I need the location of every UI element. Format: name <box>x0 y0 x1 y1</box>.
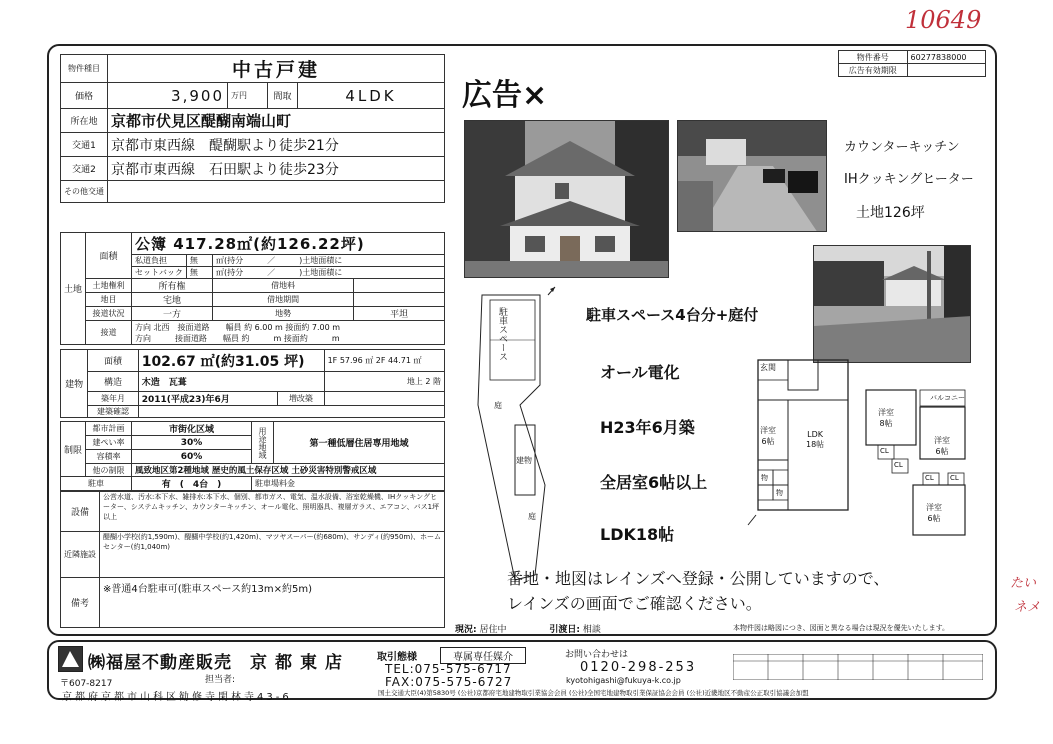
trade-label: 取引態様 <box>377 652 417 663</box>
ad-label: 広告× <box>462 78 548 113</box>
trade-value: 専属専任媒介 <box>440 647 526 664</box>
lease-period-label: 借地期間 <box>212 293 353 307</box>
building-area-value: 102.67 ㎡(約31.05 坪) <box>138 350 324 372</box>
ad-valid-label: 広告有効期限 <box>839 64 908 77</box>
facilities-label: 設備 <box>61 492 100 532</box>
land-section-label: 土地 <box>61 233 86 345</box>
remarks-label: 備考 <box>61 578 100 628</box>
other-restrict-value: 風致地区第2種地域 歴史的風土保存区域 土砂災害特別警戒区域 <box>132 464 445 477</box>
land-right-value: 所有権 <box>132 279 213 293</box>
tel-value: 075-575-6717 <box>414 662 512 676</box>
structure-value: 木造 瓦葺 <box>138 372 324 392</box>
nearby-value: 醍醐小学校(約1,590m)、醍醐中学校(約1,420m)、マツヤスーパー(約680m)、サンディ(約950m)、ホームセンター(約1,040m) <box>100 532 445 578</box>
highlight-ldk: LDK18帖 <box>600 525 675 544</box>
handover-label: 引渡日: <box>549 625 580 635</box>
closet-label-1: CL <box>880 447 889 455</box>
property-no-label: 物件番号 <box>839 51 908 64</box>
license-line: 国土交通大臣(4)第5830号 (公社)京都府宅地建物取引業協会会員 (公社)全国宅地建物取引業保証協会会員 (公社)近畿地区不動産公正取引協議会加盟 <box>378 689 809 697</box>
status-value: 居住中 <box>479 625 507 635</box>
structure-label: 構造 <box>88 372 138 392</box>
land-area-label: 面積 <box>86 233 132 279</box>
restrictions-section-label: 制限 <box>61 422 86 477</box>
highlight-ih-heater: IHクッキングヒーター <box>844 172 974 187</box>
inquiry-label: お問い合わせは <box>565 650 629 660</box>
property-no-value: 60277838000 <box>907 51 985 64</box>
site-building-label: 建物 <box>516 456 532 465</box>
address-label: 所在地 <box>61 109 108 133</box>
price-unit: 万円 <box>228 83 268 109</box>
company-logo <box>58 646 83 672</box>
zone-value: 第一種低層住居専用地域 <box>274 422 445 464</box>
status-line <box>455 622 601 635</box>
floor-plan-2f <box>858 385 973 540</box>
city-plan-value: 市街化区域 <box>132 422 252 436</box>
share-text-2: ㎡(持分 ／ )土地面積に <box>212 267 444 279</box>
parking-label: 駐車 <box>61 477 132 491</box>
price-label: 価格 <box>61 83 108 109</box>
lease-label: 借地料 <box>212 279 353 293</box>
cert-label: 建築確認 <box>88 406 138 418</box>
reins-notice-line-1: 番地・地図はレインズへ登録・公開していますので、 <box>507 569 890 588</box>
floor-plan-1f <box>738 350 858 540</box>
private-road-label: 私道負担 <box>132 255 187 267</box>
stamp-boxes <box>733 654 983 680</box>
street-photo-svg <box>814 246 971 363</box>
branch-name: 京都東店 <box>250 653 350 673</box>
closet-label-3: CL <box>925 474 934 482</box>
fax-label: FAX: <box>385 675 416 689</box>
company-logo-svg <box>59 647 82 671</box>
western-room-3: 洋室 6帖 <box>934 436 950 456</box>
handwritten-id: 10649 <box>905 6 982 34</box>
built-label: 築年月 <box>88 392 138 406</box>
site-plan <box>470 285 570 585</box>
type-value: 中古戸建 <box>108 55 445 83</box>
floor-plan-1f-svg <box>738 350 858 540</box>
transit1-label: 交通1 <box>61 133 108 157</box>
balcony-label: バルコニー <box>930 394 965 402</box>
highlight-parking: 駐車スペース4台分+庭付 <box>586 306 759 324</box>
building-floors: 1F 57.96 ㎡ 2F 44.71 ㎡ <box>324 350 444 372</box>
transit2-label: 交通2 <box>61 157 108 181</box>
storage-label-1: 物 <box>761 474 768 482</box>
site-garden-label-1: 庭 <box>494 401 502 410</box>
tel-label: TEL: <box>385 662 415 676</box>
other-transit-label: その他交通 <box>61 181 108 203</box>
tel-line <box>385 662 512 676</box>
terrain-value: 平坦 <box>354 307 445 321</box>
road-value: 一方 <box>132 307 213 321</box>
highlight-all-electric: オール電化 <box>600 363 680 382</box>
address-value: 京都市伏見区醍醐南端山町 <box>108 109 445 133</box>
handover-value: 相談 <box>582 625 601 635</box>
company-address: 京都府京都市山科区勧修寺閑林寺43-6 <box>62 692 292 703</box>
far-label: 容積率 <box>86 450 132 464</box>
building-section-label: 建物 <box>61 350 88 418</box>
far-value: 60% <box>132 450 252 464</box>
highlight-counter-kitchen: カウンターキッチン <box>844 140 960 155</box>
fax-value: 075-575-6727 <box>415 675 513 689</box>
house-photo-svg <box>465 121 669 278</box>
facilities-value: 公営水道、汚水:本下水、雑排水:本下水、個別、都市ガス、電気、温水設備、浴室乾燥機、IHクッキングヒーター、システムキッチン、カウンターキッチン、オール電化、照明器具、複層ガラス、エアコン、バス1坪以上 <box>100 492 445 532</box>
nearby-label: 近隣施設 <box>61 532 100 578</box>
share-text-1: ㎡(持分 ／ )土地面積に <box>212 255 444 267</box>
parking-fee-label: 駐車場料金 <box>252 477 445 491</box>
closet-label-4: CL <box>950 474 959 482</box>
land-right-label: 土地権利 <box>86 279 132 293</box>
entrance-label: 玄関 <box>760 363 776 372</box>
email: kyotohigashi@fukuya-k.co.jp <box>566 676 681 685</box>
city-plan-label: 都市計画 <box>86 422 132 436</box>
highlight-land-area: 土地126坪 <box>856 205 925 221</box>
fax-line <box>385 675 512 689</box>
street-view-photo <box>813 245 971 363</box>
restrictions-table <box>60 421 445 491</box>
driveway-photo-svg <box>678 121 827 232</box>
agent-label: 担当者: <box>205 675 236 685</box>
site-plan-svg <box>470 285 570 585</box>
type-label: 物件種目 <box>61 55 108 83</box>
terrain-label: 地勢 <box>212 307 353 321</box>
closet-label-2: CL <box>894 461 903 469</box>
coverage-label: 建ぺい率 <box>86 436 132 450</box>
renov-label: 増改築 <box>278 392 324 406</box>
highlight-rooms: 全居室6帖以上 <box>600 473 708 492</box>
private-road-value: 無 <box>186 255 212 267</box>
transit1-value: 京都市東西線 醍醐駅より徒歩21分 <box>108 133 445 157</box>
handwritten-note-2: ネメ <box>1014 600 1041 615</box>
access-label: 接道 <box>86 321 132 345</box>
handwritten-note-1: たい <box>1010 576 1037 591</box>
facilities-table <box>60 491 445 628</box>
zone-label: 用途地域 <box>252 422 274 464</box>
western-room-2: 洋室 8帖 <box>878 408 894 428</box>
building-table <box>60 349 445 418</box>
land-table <box>60 232 445 345</box>
driveway-photo <box>677 120 827 232</box>
land-category-label: 地目 <box>86 293 132 307</box>
western-room-4: 洋室 6帖 <box>926 503 942 523</box>
site-parking-label: 駐車スペース <box>497 307 507 361</box>
stories-text: 地上 2 階 <box>324 372 444 392</box>
floor-plan-2f-svg <box>858 385 973 540</box>
access-row-2: 方向 接面道路 幅員 約 m 接面約 m <box>135 333 340 343</box>
western-room-1: 洋室 6帖 <box>760 426 776 446</box>
reins-notice-line-2: レインズの画面でご確認ください。 <box>507 594 762 613</box>
status-label: 現況: <box>455 625 477 635</box>
setback-value: 無 <box>186 267 212 279</box>
layout-value: 4LDK <box>298 83 445 109</box>
setback-label: セットバック <box>132 267 187 279</box>
other-restrict-label: 他の制限 <box>86 464 132 477</box>
transit2-value: 京都市東西線 石田駅より徒歩23分 <box>108 157 445 181</box>
land-area-value: 公簿 417.28㎡(約126.22坪) <box>132 233 445 255</box>
road-label: 接道状況 <box>86 307 132 321</box>
company-name: ㈱福屋不動産販売 <box>88 653 232 673</box>
building-area-label: 面積 <box>88 350 138 372</box>
postal-code: 〒607-8217 <box>60 679 113 689</box>
parking-value: 有 ( 4台 ) <box>132 477 252 491</box>
info-table <box>60 54 445 203</box>
free-dial: 0120-298-253 <box>580 660 697 675</box>
access-row-1: 方向 北西 接面道路 幅員 約 6.00 m 接面約 7.00 m <box>135 322 341 332</box>
remarks-value: ※普通4台駐車可(駐車スペース約13m×約5m) <box>100 578 445 628</box>
site-garden-label-2: 庭 <box>528 512 536 521</box>
price-value: 3,900 <box>108 83 228 109</box>
coverage-value: 30% <box>132 436 252 450</box>
property-number-box <box>838 50 986 77</box>
land-category-value: 宅地 <box>132 293 213 307</box>
highlight-built-year: H23年6月築 <box>600 418 695 437</box>
layout-label: 間取 <box>268 83 298 109</box>
house-exterior-photo <box>464 120 669 278</box>
built-value: 2011(平成23)年6月 <box>138 392 277 406</box>
stamp-boxes-svg <box>733 654 983 680</box>
ldk-room: LDK 18帖 <box>806 430 825 449</box>
disclaimer: 本物件図は略図につき、図面と異なる場合は現況を優先いたします。 <box>733 624 950 632</box>
storage-label-2: 物 <box>776 489 783 497</box>
